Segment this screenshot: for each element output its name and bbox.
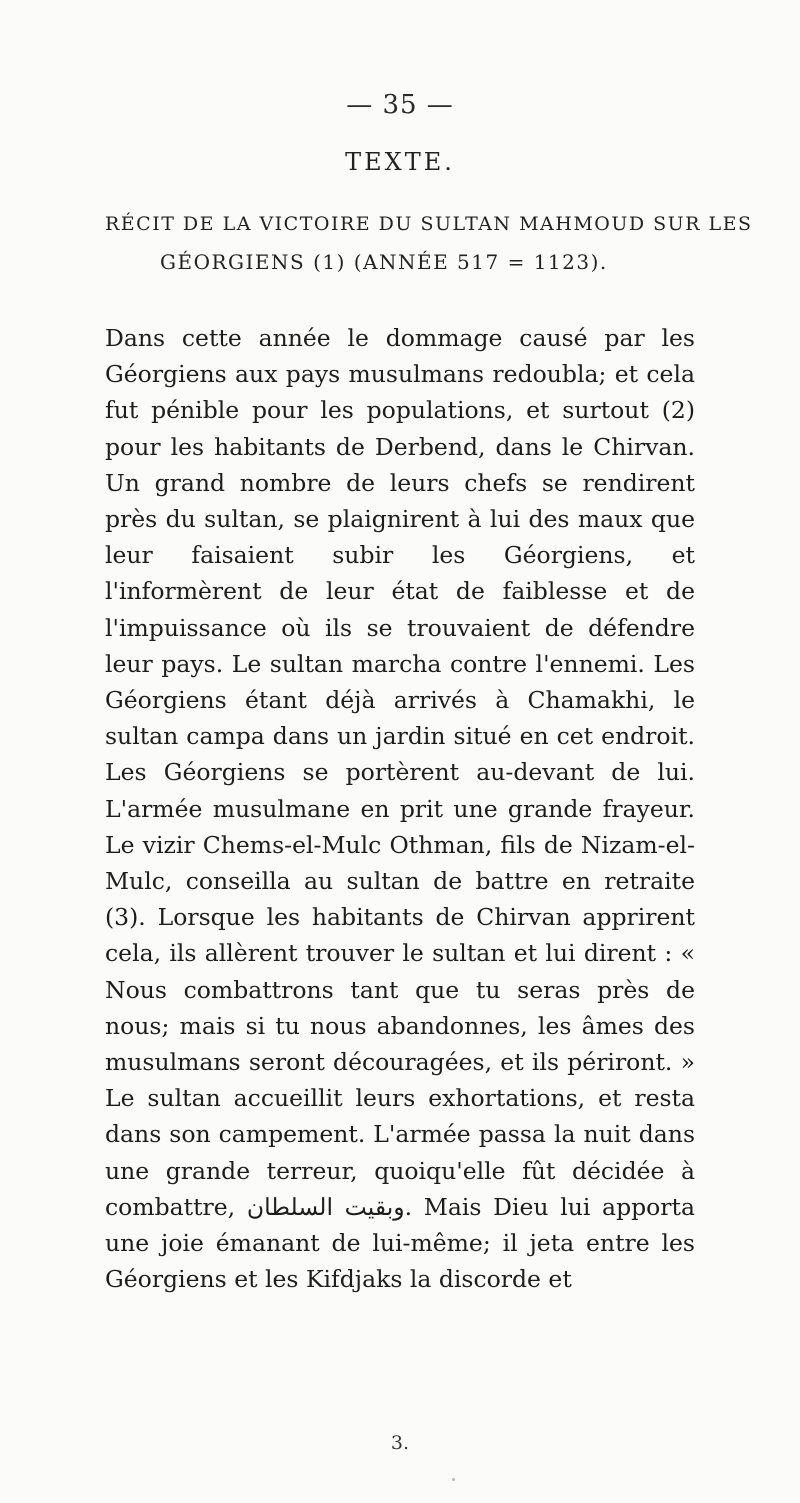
signature-mark: 3. [390,1432,410,1454]
page-number: — 35 — [346,90,454,120]
chapter-heading-line-1: RÉCIT DE LA VICTOIRE DU SULTAN MAHMOUD SUR LES [105,213,753,235]
section-title: TEXTE. [345,148,455,176]
paper-speck [452,1478,455,1481]
chapter-heading-line-2: GÉORGIENS (1) (ANNÉE 517 = 1123). [160,250,608,274]
body-paragraph: Dans cette année le dommage causé par les Géorgiens aux pays musulmans redoubla; et cela fut pénible pour les populations, et surtout (2) pour les habitants de Derbend, dans le Chirvan. Un grand nombre de leurs chefs se rendirent près du sultan, se plaignirent à lui des maux que leur faisaient subir les Géorgiens, et l'informèrent de leur état de faiblesse et de l'impuissance où ils se trouvaient de défendre leur pays. Le sultan marcha contre l'ennemi. Les Géorgiens étant déjà arrivés à Chamakhi, le sultan campa dans un jardin situé en cet endroit. Les Géorgiens se portèrent au-devant de lui. L'armée musulmane en prit une grande frayeur. Le vizir Chems-el-Mulc Othman, fils de Nizam-el-Mulc, conseilla au sultan de battre en retraite (3). Lorsque les habitants de Chirvan apprirent cela, ils allèrent trouver le sultan et lui dirent : « Nous combattrons tant que tu seras près de nous; mais si tu nous abandonnes, les âmes des musulmans seront découragées, et ils périront. » Le sultan accueillit leurs exhortations, et resta dans son campement. L'armée passa la nuit dans une grande terreur, quoiqu'elle fût décidée à combattre, وبقيت السلطان. Mais Dieu lui apporta une joie émanant de lui-même; il jeta entre les Géorgiens et les Kifdjaks la discorde et [105,324,695,1294]
